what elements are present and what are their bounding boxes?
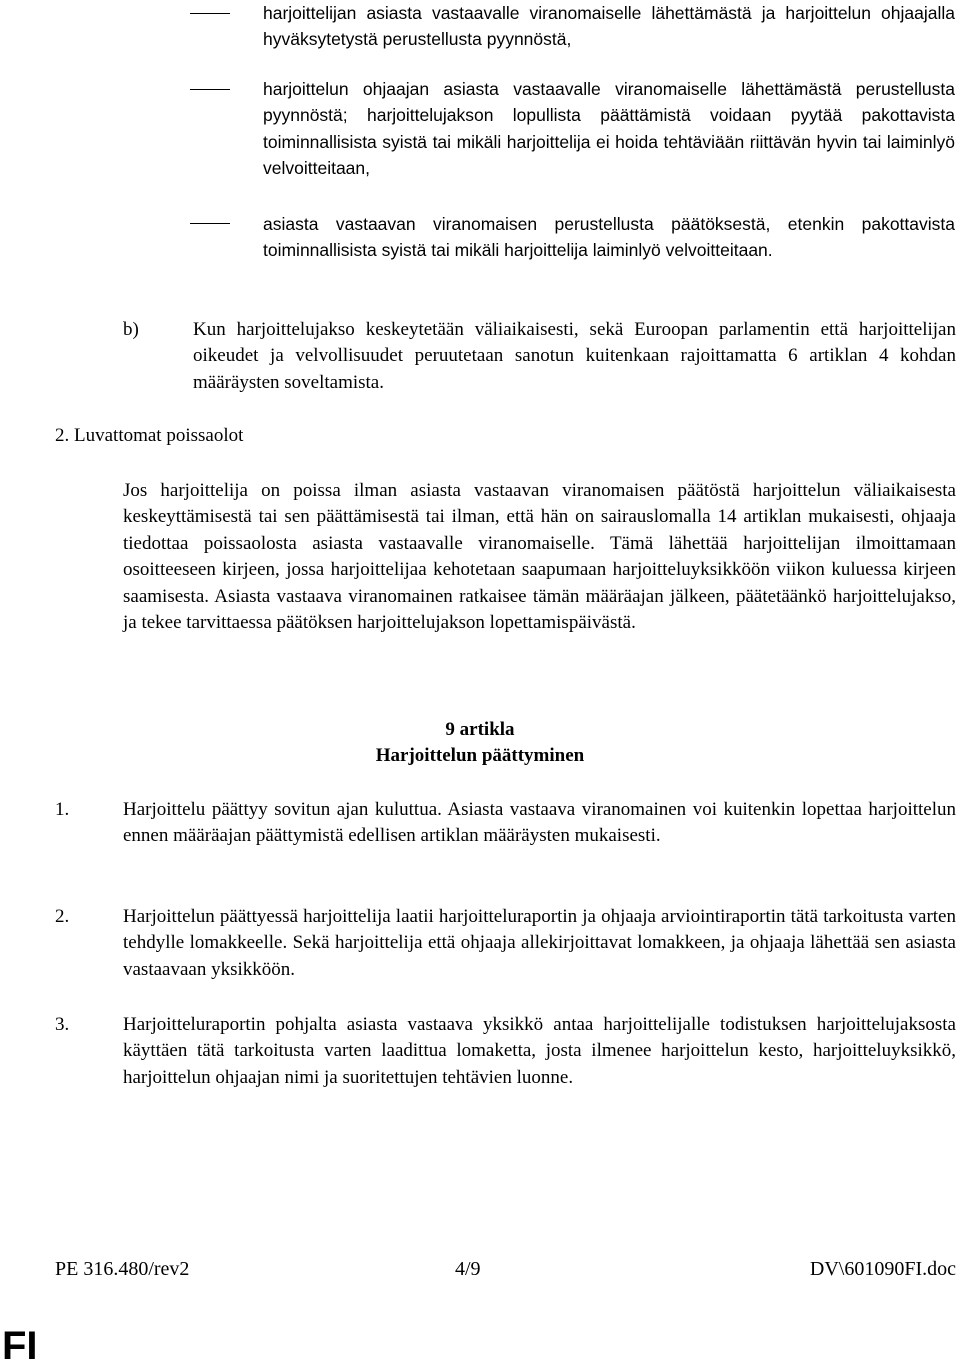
dash-item-text: harjoittelun ohjaajan asiasta vastaavalle viranomaiselle lähettämästä perustellusta pyynnöstä; harjoittelujakson lopullista päättämistä voidaan pyytää pakottavista toiminnallisista syistä tai mikäli harjoittelija ei hoida tehtäviään riittävän hyvin tai laiminlyö velvoitteitaan, — [263, 79, 955, 179]
item-b-marker: b) — [123, 319, 139, 340]
numbered-item-text: Harjoittelu päättyy sovitun ajan kuluttua. Asiasta vastaava viranomainen voi kuitenkin lopettaa harjoittelun ennen määräajan päättymistä edellisen artiklan määräysten mukaisesti. — [123, 799, 956, 847]
dash-item-text: harjoittelijan asiasta vastaavalle viranomaiselle lähettämästä ja harjoittelun ohjaajalla hyväksytetystä perustellusta pyynnöstä, — [263, 3, 955, 50]
numbered-item-text: Harjoittelun päättyessä harjoittelija laatii harjoitteluraportin ja ohjaaja arviointiraportin tätä tarkoitusta varten tehdylle lomakkeelle. Sekä harjoittelija että ohjaaja allekirjoittavat lomakkeen, ja ohjaaja lähettää sen asiasta vastaavaan yksikköön. — [123, 906, 956, 980]
dash-marker — [190, 89, 230, 90]
article-title: Harjoittelun päättyminen — [375, 745, 585, 766]
language-code: FI — [2, 1324, 38, 1368]
numbered-item-number: 1. — [55, 799, 70, 820]
section-heading: 2. Luvattomat poissaolot — [55, 425, 244, 446]
article-number: 9 artikla — [445, 719, 515, 740]
numbered-item-text: Harjoitteluraportin pohjalta asiasta vastaava yksikkö antaa harjoittelijalle todistuksen harjoittelujaksosta käyttäen tätä tarkoitusta varten laadittua lomaketta, josta ilmenee harjoittelun kesto, harjoitteluyksikkö, harjoittelun ohjaajan nimi ja suoritettujen tehtävien luonne. — [123, 1014, 956, 1088]
footer-page-number: 4/9 — [455, 1258, 481, 1280]
footer-reference: PE 316.480/rev2 — [55, 1258, 190, 1280]
dash-marker — [190, 223, 230, 224]
dash-marker — [190, 13, 230, 14]
numbered-item-number: 2. — [55, 906, 70, 927]
dash-item-text: asiasta vastaavan viranomaisen perustellusta päätöksestä, etenkin pakottavista toiminnallisista syistä tai mikäli harjoittelija laiminlyö velvoitteitaan. — [263, 214, 955, 261]
numbered-item-number: 3. — [55, 1014, 70, 1035]
footer-filename: DV\601090FI.doc — [809, 1258, 956, 1280]
section-paragraph: Jos harjoittelija on poissa ilman asiasta vastaavan viranomaisen päätöstä harjoittelun väliaikaisesta keskeyttämisestä tai sen päättämisestä tai ilman, että hän on sairauslomalla 14 artiklan mukaisesti, ohjaaja tiedottaa poissaolosta asiasta vastaavalle viranomaiselle. Tämä lähettää harjoittelijan ilmoittamaan osoitteeseen kirjeen, jossa harjoittelijaa kehotetaan saapumaan harjoitteluyksikköön viikon kuluessa kirjeen saamisesta. Asiasta vastaava viranomainen ratkaisee tämän määräajan jälkeen, päätetäänkö harjoittelujakso, ja tekee tarvittaessa päätöksen harjoittelujakson lopettamispäivästä. — [123, 480, 956, 634]
item-b-text: Kun harjoittelujakso keskeytetään väliaikaisesti, sekä Euroopan parlamentin että harjoittelijan oikeudet ja velvollisuudet peruutetaan sanotun kuitenkaan rajoittamatta 6 artiklan 4 kohdan määräysten soveltamista. — [193, 319, 956, 393]
